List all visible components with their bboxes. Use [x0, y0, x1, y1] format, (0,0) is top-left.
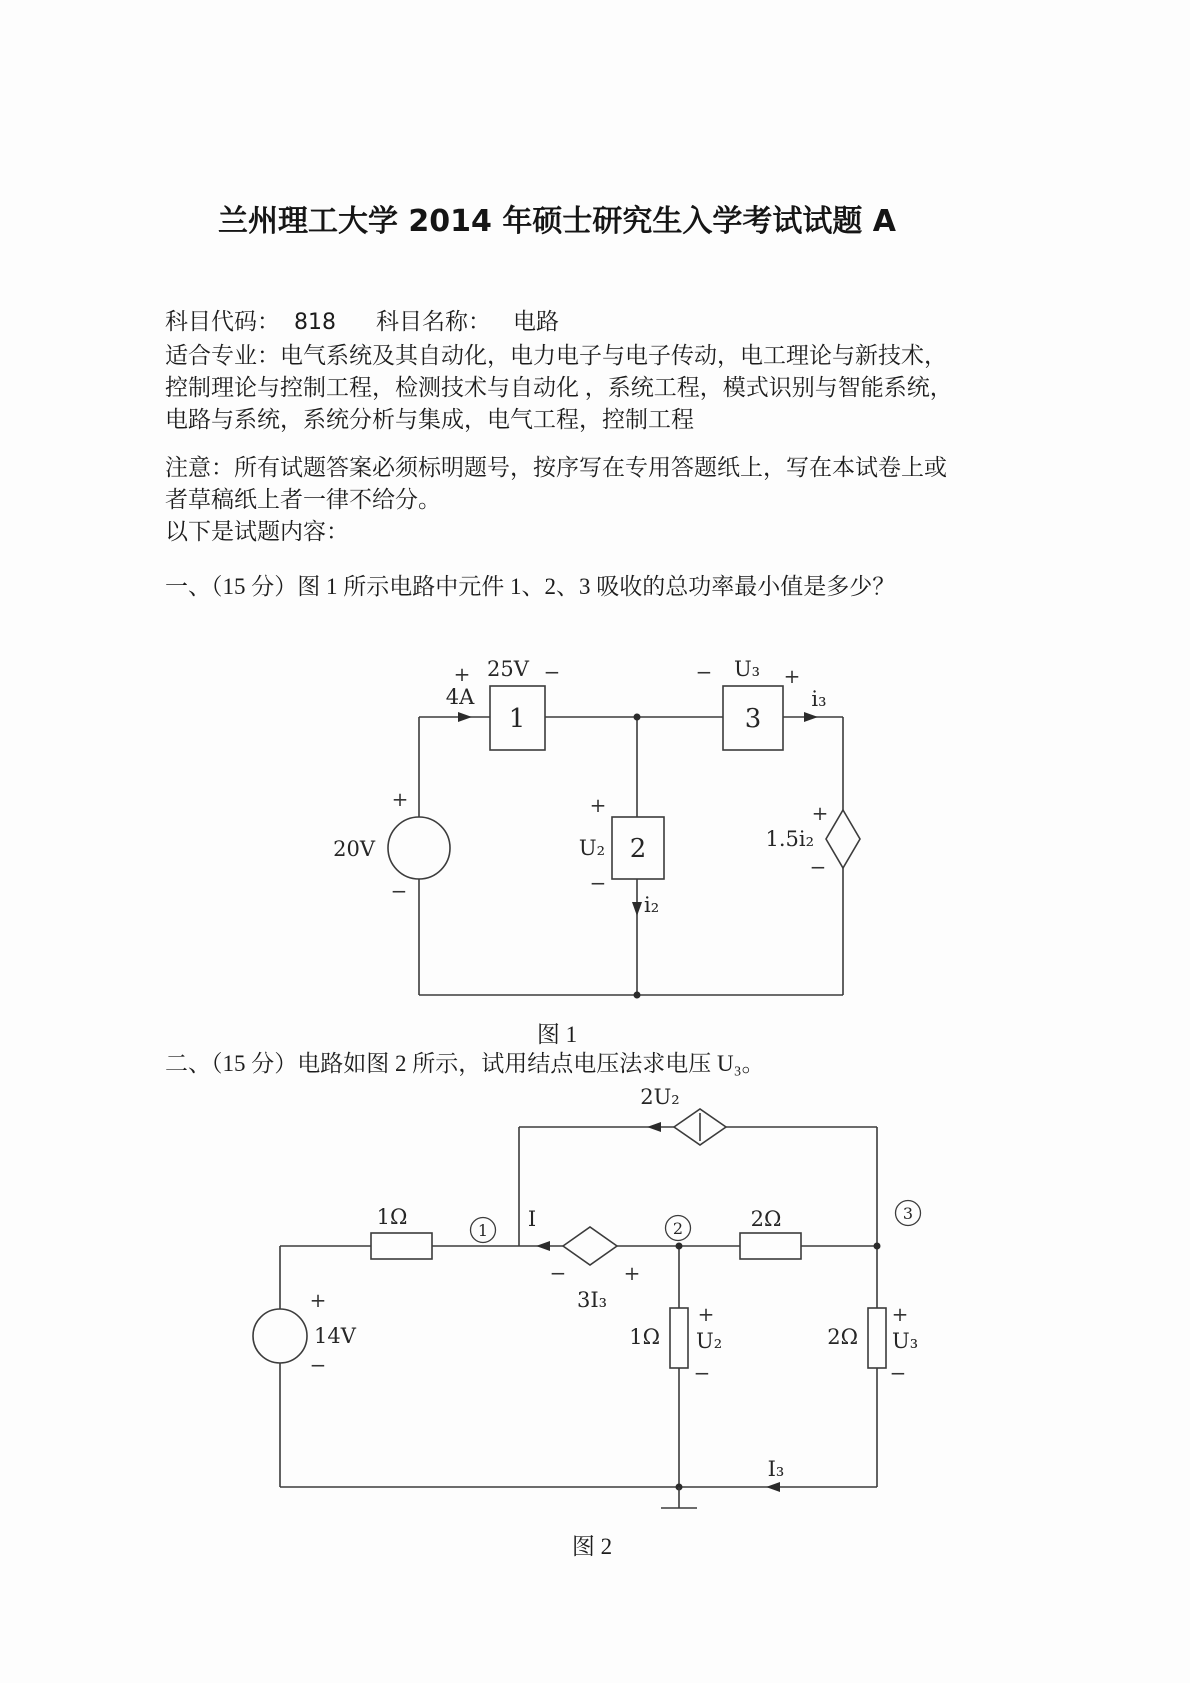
- label-1_5i2: 1.5i₂: [765, 827, 814, 851]
- plus-sign-20v: +: [391, 787, 409, 811]
- plus-sign-u3-fig2: +: [891, 1302, 909, 1326]
- figure-1-circuit: [300, 640, 880, 1010]
- resistor-1ohm-horizontal: [371, 1233, 432, 1259]
- minus-sign-u3: −: [695, 660, 713, 684]
- current-arrow-i3-fig2: [766, 1482, 780, 1492]
- minus-sign-dep1: −: [809, 855, 827, 879]
- majors-line-3: 电路与系统，系统分析与集成，电气工程，控制工程: [165, 407, 694, 432]
- subject-name-value: 电路: [513, 309, 559, 334]
- voltage-source-14v: [253, 1309, 307, 1363]
- plus-sign-u2: +: [589, 793, 607, 817]
- plus-sign-dep1: +: [811, 801, 829, 825]
- minus-sign-u2-fig2: −: [693, 1361, 711, 1385]
- label-2ohm-vertical: 2Ω: [827, 1325, 858, 1349]
- label-u2-fig2: U₂: [696, 1329, 723, 1353]
- minus-sign-14v: −: [309, 1353, 327, 1377]
- plus-sign-u2-fig2: +: [697, 1302, 715, 1326]
- current-arrow-4a: [458, 712, 472, 722]
- label-u3-fig2: U₃: [892, 1329, 919, 1353]
- question-2: 二、（15 分）电路如图 2 所示，试用结点电压法求电压 U₃。: [165, 1051, 765, 1076]
- resistor-2ohm-vertical: [868, 1308, 886, 1368]
- plus-sign-3i3: +: [623, 1261, 641, 1285]
- subject-code-value: 818: [294, 310, 336, 335]
- current-arrow-i: [536, 1241, 550, 1251]
- label-i3: i₃: [811, 687, 827, 711]
- junction-dot-bottom: [634, 992, 641, 999]
- subject-name-label: 科目名称：: [376, 309, 491, 334]
- label-14v: 14V: [314, 1324, 356, 1348]
- minus-sign-20v: −: [390, 879, 408, 903]
- label-2ohm-horizontal: 2Ω: [750, 1207, 782, 1231]
- node-1-number: 1: [477, 1221, 489, 1240]
- label-current-i: I: [527, 1207, 537, 1231]
- notice-line-1: 注意：所有试题答案必须标明题号，按序写在专用答题纸上，写在本试卷上或: [165, 455, 947, 480]
- node-2-number: 2: [672, 1219, 684, 1238]
- junction-dot-top: [634, 714, 641, 721]
- label-2u2: 2U₂: [640, 1085, 680, 1109]
- minus-sign-3i3: −: [549, 1261, 567, 1285]
- element-1-number: 1: [508, 704, 526, 734]
- label-20v: 20V: [333, 837, 375, 861]
- minus-sign-u2: −: [589, 871, 607, 895]
- label-3i3: 3I₃: [576, 1288, 608, 1312]
- majors-line-2: 控制理论与控制工程，检测技术与自动化 ，系统工程，模式识别与智能系统，: [165, 375, 953, 400]
- current-arrow-i3: [804, 712, 818, 722]
- plus-sign-25v: +: [453, 662, 471, 686]
- ground-symbol: [661, 1487, 697, 1508]
- content-intro: 以下是试题内容：: [165, 519, 349, 544]
- figure-1-caption: 图 1: [536, 1022, 578, 1047]
- label-1ohm-horizontal: 1Ω: [376, 1205, 408, 1229]
- document-title: 兰州理工大学 2014 年硕士研究生入学考试试题 A: [217, 204, 897, 239]
- label-u3: U₃: [733, 657, 761, 681]
- figure-2-caption: 图 2: [571, 1534, 613, 1559]
- label-25v: 25V: [487, 657, 529, 681]
- label-u2: U₂: [578, 836, 605, 860]
- element-2-number: 2: [629, 834, 647, 864]
- plus-sign-14v: +: [309, 1288, 327, 1312]
- node-3-junction: [874, 1243, 881, 1250]
- resistor-2ohm-horizontal: [740, 1233, 801, 1259]
- subject-line: [165, 306, 559, 339]
- minus-sign-25v: −: [543, 660, 561, 684]
- node-3-number: 3: [902, 1204, 914, 1223]
- label-4a: 4A: [445, 685, 475, 709]
- voltage-source-20v: [388, 817, 450, 879]
- plus-sign-u3: +: [783, 664, 801, 688]
- minus-sign-u3-fig2: −: [889, 1361, 907, 1385]
- majors-line-1: 适合专业：电气系统及其自动化，电力电子与电子传动，电工理论与新技术，: [165, 343, 947, 368]
- top-current-arrow: [647, 1122, 661, 1132]
- dependent-source-1_5i2: [826, 810, 860, 868]
- label-1ohm-vertical: 1Ω: [629, 1325, 660, 1349]
- label-i3-fig2: I₃: [767, 1457, 785, 1481]
- figure-2-circuit: [230, 1080, 930, 1520]
- subject-code-label: 科目代码：: [165, 309, 280, 334]
- label-i2: i₂: [644, 893, 660, 917]
- current-arrow-i2: [632, 902, 642, 916]
- notice-line-2: 者草稿纸上者一律不给分。: [165, 487, 441, 512]
- node-2-junction: [676, 1243, 683, 1250]
- resistor-1ohm-vertical: [670, 1308, 688, 1368]
- element-3-number: 3: [744, 704, 762, 734]
- question-1: 一、（15 分）图 1 所示电路中元件 1、2、3 吸收的总功率最小值是多少？: [165, 574, 896, 599]
- dependent-source-3i3: [563, 1227, 617, 1265]
